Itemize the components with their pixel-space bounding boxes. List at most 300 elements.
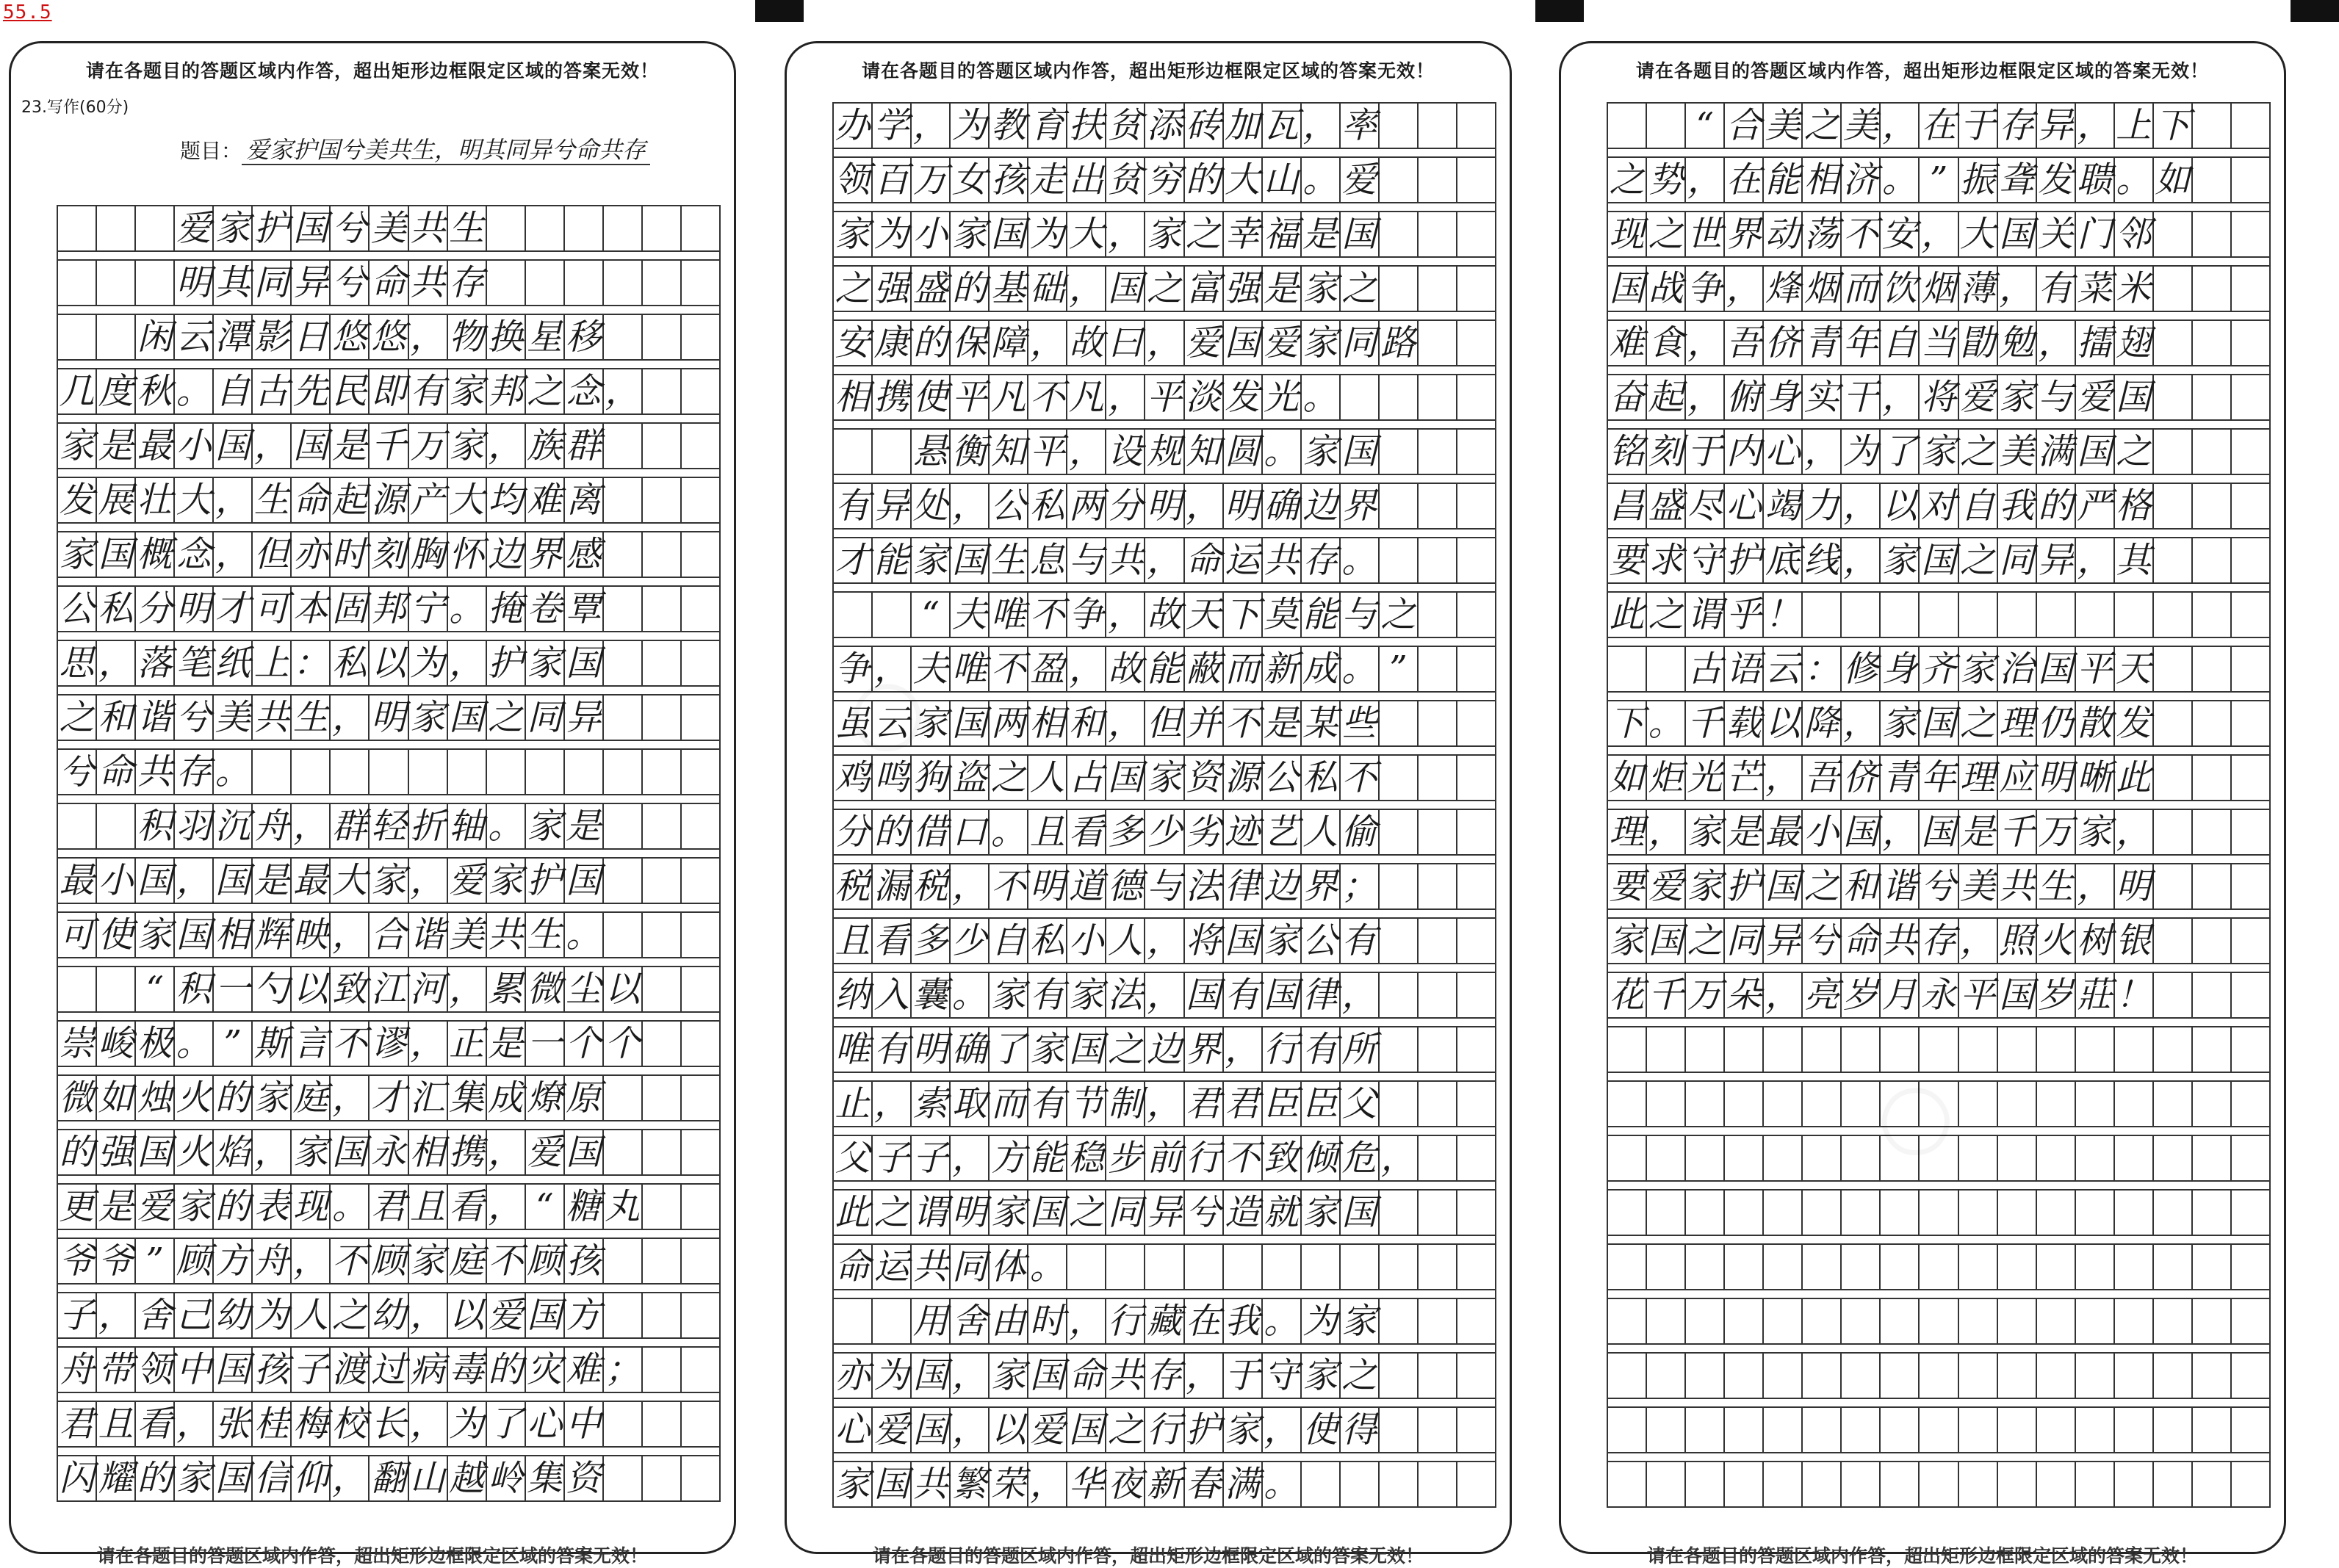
grid-cell: 国 [1920, 538, 1958, 584]
grid-cell: 界 [1341, 484, 1380, 530]
grid-cell: 昌 [1608, 484, 1647, 530]
grid-cell: 虽 [834, 701, 873, 747]
grid-cell [448, 750, 487, 795]
grid-cell: 难 [565, 1348, 604, 1393]
grid-cell [1647, 1136, 1686, 1182]
grid-cell: 危 [1341, 1136, 1380, 1182]
grid-cell: ” [214, 1022, 253, 1067]
row-gap [58, 1339, 721, 1348]
grid-cell [1380, 1245, 1419, 1290]
grid-cell [1725, 1191, 1764, 1236]
grid-cell [2037, 1027, 2076, 1073]
grid-cell: 国 [873, 1462, 912, 1508]
grid-cell [2154, 212, 2193, 258]
grid-cell: 光 [1686, 756, 1725, 801]
grid-cell: 漏 [873, 864, 912, 910]
grid-cell: 国 [1920, 810, 1958, 856]
grid-cell: 出 [1067, 158, 1106, 203]
grid-cell: 国 [526, 1293, 565, 1339]
row-gap [834, 1182, 1496, 1191]
grid-cell [1419, 538, 1457, 584]
row-gap [1608, 747, 2271, 756]
grid-cell: 岁 [2037, 973, 2076, 1019]
grid-cell: 使 [1302, 1408, 1341, 1453]
grid-cell [1302, 1245, 1341, 1290]
grid-cell [2076, 1027, 2115, 1073]
grid-cell [1764, 1408, 1803, 1453]
grid-cell: 些 [1341, 701, 1380, 747]
grid-cell [1725, 1027, 1764, 1073]
grid-cell: 不 [1341, 756, 1380, 801]
grid-cell: 而 [990, 1082, 1028, 1127]
grid-cell: 群 [565, 424, 604, 469]
grid-cell: 安 [1881, 212, 1920, 258]
grid-cell [2076, 1299, 2115, 1345]
grid-cell [2232, 1191, 2271, 1236]
grid-cell [1686, 1245, 1725, 1290]
grid-cell: 翻 [370, 1456, 408, 1502]
grid-cell: ， [292, 804, 331, 850]
grid-cell: 存 [448, 261, 487, 306]
grid-cell: 有 [2037, 267, 2076, 312]
grid-cell [2037, 1462, 2076, 1508]
grid-cell: ， [951, 864, 990, 910]
grid-cell: 造 [1224, 1191, 1263, 1236]
grid-cell: 分 [136, 587, 175, 632]
grid-cell: 平 [1028, 430, 1067, 475]
grid-cell [1419, 375, 1457, 421]
grid-cell [1380, 538, 1419, 584]
grid-cell: 。 [1302, 158, 1341, 203]
answer-panel-3 [1559, 41, 2286, 1567]
grid-cell: ， [1302, 104, 1341, 149]
grid-cell: 共 [409, 206, 448, 252]
grid-cell [1419, 267, 1457, 312]
grid-cell: 庭 [448, 1239, 487, 1285]
grid-cell: ， [331, 696, 370, 741]
grid-cell [2115, 1245, 2154, 1290]
grid-cell [2193, 158, 2232, 203]
grid-cell: 方 [565, 1293, 604, 1339]
row-gap [834, 856, 1496, 864]
grid-cell [1725, 1462, 1764, 1508]
grid-cell [2076, 1408, 2115, 1453]
grid-cell: 能 [1302, 593, 1341, 638]
grid-cell [1380, 1408, 1419, 1453]
grid-cell [682, 261, 721, 306]
grid-cell: 偷 [1341, 810, 1380, 856]
grid-cell: 火 [2037, 919, 2076, 964]
grid-cell: 生 [253, 478, 292, 524]
grid-cell [58, 315, 97, 361]
grid-cell [1185, 1245, 1224, 1290]
grid-cell [2193, 212, 2232, 258]
grid-cell: 繁 [951, 1462, 990, 1508]
grid-cell: 怀 [448, 532, 487, 578]
grid-cell [2154, 484, 2193, 530]
grid-cell: 入 [873, 973, 912, 1019]
grid-cell [1881, 1245, 1920, 1290]
grid-cell [1881, 1191, 1920, 1236]
row-gap [834, 1399, 1496, 1408]
grid-cell [1920, 1462, 1958, 1508]
grid-cell: 安 [834, 321, 873, 366]
grid-cell: 家 [1959, 647, 1998, 693]
grid-cell: 与 [2037, 375, 2076, 421]
grid-cell [682, 859, 721, 904]
grid-cell: 法 [1185, 864, 1224, 910]
grid-cell: 国 [97, 532, 136, 578]
grid-cell: 折 [409, 804, 448, 850]
grid-cell: 育 [1028, 104, 1067, 149]
grid-cell: 夫 [912, 647, 951, 693]
grid-cell: 狗 [912, 756, 951, 801]
grid-cell: 而 [1224, 647, 1263, 693]
grid-cell [370, 750, 408, 795]
grid-cell: 使 [912, 375, 951, 421]
grid-cell: 家 [912, 538, 951, 584]
grid-cell: 的 [136, 1456, 175, 1502]
grid-cell: 税 [834, 864, 873, 910]
grid-cell: 潭 [214, 315, 253, 361]
grid-cell: ， [1764, 973, 1803, 1019]
grid-cell: 均 [487, 478, 526, 524]
grid-cell: 树 [2076, 919, 2115, 964]
grid-cell: 两 [990, 701, 1028, 747]
grid-cell: 实 [1803, 375, 1842, 421]
grid-cell: 山 [409, 1456, 448, 1502]
grid-cell: 之 [487, 696, 526, 741]
grid-cell [1608, 647, 1647, 693]
grid-cell [2037, 1191, 2076, 1236]
grid-cell: ， [1998, 267, 2037, 312]
answer-panel-2 [785, 41, 1512, 1567]
grid-cell: 之 [873, 1191, 912, 1236]
grid-cell: 移 [565, 315, 604, 361]
grid-cell: 青 [1881, 756, 1920, 801]
grid-cell: ， [1380, 1136, 1419, 1182]
grid-cell [682, 1185, 721, 1230]
grid-cell: 用 [912, 1299, 951, 1345]
grid-cell: 国 [1028, 1354, 1067, 1399]
grid-cell [873, 1299, 912, 1345]
grid-cell [2232, 484, 2271, 530]
grid-cell [2232, 321, 2271, 366]
grid-cell: 最 [136, 424, 175, 469]
grid-cell: 以 [448, 1293, 487, 1339]
grid-cell: 山 [1263, 158, 1302, 203]
grid-cell: 律 [1224, 864, 1263, 910]
grid-cell: ， [1881, 375, 1920, 421]
grid-cell: 保 [951, 321, 990, 366]
grid-cell [1686, 1408, 1725, 1453]
grid-cell: ， [409, 859, 448, 904]
grid-cell: 有 [1302, 1027, 1341, 1073]
grid-cell: 家 [990, 973, 1028, 1019]
grid-cell: 公 [1302, 919, 1341, 964]
grid-cell: 凡 [1067, 375, 1106, 421]
grid-cell: 小 [912, 212, 951, 258]
grid-cell: 命 [834, 1245, 873, 1290]
grid-cell: 岁 [1842, 973, 1881, 1019]
grid-cell [1419, 1462, 1457, 1508]
grid-cell: 的 [487, 1348, 526, 1393]
grid-cell: 国 [2037, 647, 2076, 693]
grid-cell [682, 1022, 721, 1067]
grid-cell: 守 [1263, 1354, 1302, 1399]
row-gap [1608, 312, 2271, 321]
grid-cell: 设 [1106, 430, 1145, 475]
grid-cell: 学 [873, 104, 912, 149]
grid-cell: 运 [1224, 538, 1263, 584]
grid-cell [2232, 701, 2271, 747]
grid-cell: 同 [253, 261, 292, 306]
grid-cell: 桂 [253, 1402, 292, 1448]
grid-cell [1608, 1082, 1647, 1127]
grid-cell [1764, 1462, 1803, 1508]
grid-cell: 美 [1842, 104, 1881, 149]
grid-cell: ， [1959, 919, 1998, 964]
grid-cell: 故 [1145, 593, 1184, 638]
grid-cell [2154, 919, 2193, 964]
grid-cell: 美 [1959, 864, 1998, 910]
grid-cell [1686, 1191, 1725, 1236]
grid-cell [1457, 104, 1496, 149]
grid-cell: 国 [565, 1130, 604, 1176]
grid-cell: 领 [834, 158, 873, 203]
grid-cell [1920, 1354, 1958, 1399]
grid-cell: 和 [1067, 701, 1106, 747]
grid-cell: 万 [409, 424, 448, 469]
grid-cell [1842, 1354, 1881, 1399]
grid-cell: 时 [1028, 1299, 1067, 1345]
grid-cell: 税 [912, 864, 951, 910]
grid-cell [1224, 1245, 1263, 1290]
grid-cell: 动 [1764, 212, 1803, 258]
grid-cell: 囊 [912, 973, 951, 1019]
grid-cell: 臣 [1302, 1082, 1341, 1127]
grid-cell: 就 [1263, 1191, 1302, 1236]
grid-cell: 。 [1028, 1245, 1067, 1290]
grid-cell: 群 [331, 804, 370, 850]
grid-cell [2193, 864, 2232, 910]
grid-cell: 严 [2076, 484, 2115, 530]
grid-cell: ， [487, 1130, 526, 1176]
grid-cell [643, 315, 682, 361]
grid-cell: “ [912, 593, 951, 638]
grid-cell [2193, 701, 2232, 747]
grid-cell: 运 [873, 1245, 912, 1290]
grid-cell: 微 [58, 1076, 97, 1121]
grid-cell [1419, 1245, 1457, 1290]
grid-cell: ” [136, 1239, 175, 1285]
grid-cell: 存 [1998, 104, 2037, 149]
grid-cell: 的 [2037, 484, 2076, 530]
grid-cell [604, 1130, 643, 1176]
grid-cell: ， [1725, 267, 1764, 312]
grid-cell [682, 315, 721, 361]
grid-cell: 对 [1920, 484, 1958, 530]
grid-cell: 携 [873, 375, 912, 421]
grid-cell: 国 [951, 538, 990, 584]
grid-cell [2193, 973, 2232, 1019]
grid-cell [1419, 647, 1457, 693]
grid-cell: 之 [834, 267, 873, 312]
grid-cell [1686, 1082, 1725, 1127]
grid-cell: 食 [1647, 321, 1686, 366]
grid-cell: 人 [1028, 756, 1067, 801]
grid-cell: 边 [1302, 484, 1341, 530]
grid-cell: 了 [990, 1027, 1028, 1073]
grid-cell [1920, 1082, 1958, 1127]
grid-cell [2076, 1191, 2115, 1236]
grid-cell: 砖 [1185, 104, 1224, 149]
grid-cell [643, 804, 682, 850]
grid-cell [97, 315, 136, 361]
grid-cell [2193, 375, 2232, 421]
grid-cell [2193, 321, 2232, 366]
grid-cell [682, 967, 721, 1013]
grid-cell: 舍 [951, 1299, 990, 1345]
grid-cell [2232, 1408, 2271, 1453]
grid-cell: 换 [487, 315, 526, 361]
grid-cell: 己 [175, 1293, 214, 1339]
grid-cell: ， [1067, 430, 1106, 475]
grid-cell [2154, 1354, 2193, 1399]
grid-cell: 烟 [1803, 267, 1842, 312]
grid-cell: 国 [1341, 430, 1380, 475]
grid-cell [2037, 1299, 2076, 1345]
panel-footer: 请在各题目的答题区域内作答，超出矩形边框限定区域的答案无效！ [1646, 1545, 2198, 1567]
grid-cell: 命 [292, 478, 331, 524]
row-gap [58, 1230, 721, 1239]
grid-cell: 覃 [565, 587, 604, 632]
grid-cell: ； [1341, 864, 1380, 910]
grid-cell [1764, 1191, 1803, 1236]
grid-cell [1106, 1245, 1145, 1290]
grid-cell: 刻 [370, 532, 408, 578]
grid-cell [1920, 1191, 1958, 1236]
grid-cell [2193, 267, 2232, 312]
grid-cell: 盈 [1028, 647, 1067, 693]
grid-cell: 云 [873, 701, 912, 747]
grid-cell: 以 [1764, 701, 1803, 747]
row-gap [1608, 366, 2271, 375]
grid-cell: 朵 [1725, 973, 1764, 1019]
grid-cell: 明 [2037, 756, 2076, 801]
grid-cell: 得 [1341, 1408, 1380, 1453]
row-gap [834, 584, 1496, 593]
grid-cell: 顾 [175, 1239, 214, 1285]
grid-cell [1686, 1136, 1725, 1182]
grid-cell: 病 [409, 1348, 448, 1393]
grid-cell: 发 [1224, 375, 1263, 421]
grid-cell [1380, 810, 1419, 856]
grid-cell: 国 [214, 424, 253, 469]
grid-cell [1647, 1408, 1686, 1453]
grid-cell [1457, 593, 1496, 638]
grid-cell: 国 [912, 1408, 951, 1453]
grid-cell: 是 [1959, 810, 1998, 856]
grid-cell [487, 750, 526, 795]
grid-cell: 为 [409, 641, 448, 687]
grid-cell: 使 [97, 913, 136, 958]
grid-cell [1457, 1299, 1496, 1345]
grid-cell [2115, 1462, 2154, 1508]
title-handwritten: 爱家护国兮美共生，明其同异兮命共存 [242, 136, 650, 165]
grid-cell: 小 [97, 859, 136, 904]
grid-cell: 下 [1608, 701, 1647, 747]
grid-cell: ， [1145, 538, 1184, 584]
grid-cell: 致 [331, 967, 370, 1013]
grid-cell [2193, 1136, 2232, 1182]
grid-cell [2232, 430, 2271, 475]
grid-cell: 界 [1725, 212, 1764, 258]
grid-cell: 相 [1803, 158, 1842, 203]
grid-cell: 更 [58, 1185, 97, 1230]
grid-cell [1457, 430, 1496, 475]
row-gap [834, 801, 1496, 810]
grid-cell: 美 [1764, 104, 1803, 149]
grid-cell: 菜 [2076, 267, 2115, 312]
grid-cell: 离 [565, 478, 604, 524]
grid-cell [1686, 1299, 1725, 1345]
grid-cell [2154, 321, 2193, 366]
grid-cell [1647, 1245, 1686, 1290]
grid-cell: 家 [292, 1130, 331, 1176]
grid-cell [58, 261, 97, 306]
panel-footer: 请在各题目的答题区域内作答，超出矩形边框限定区域的答案无效！ [872, 1545, 1424, 1567]
row-gap [834, 530, 1496, 538]
grid-cell [1419, 810, 1457, 856]
grid-cell: 顾 [526, 1239, 565, 1285]
grid-cell [1647, 104, 1686, 149]
grid-cell [2076, 1245, 2115, 1290]
grid-cell: 行 [1263, 1027, 1302, 1073]
grid-cell: 舍 [136, 1293, 175, 1339]
grid-cell: 节 [1067, 1082, 1106, 1127]
grid-cell: 知 [1185, 430, 1224, 475]
grid-cell: 家 [58, 532, 97, 578]
grid-cell [604, 641, 643, 687]
grid-cell [1959, 1462, 1998, 1508]
grid-cell: 。 [951, 973, 990, 1019]
grid-cell: 前 [1145, 1136, 1184, 1182]
grid-cell [1998, 1354, 2037, 1399]
grid-cell: 微 [526, 967, 565, 1013]
grid-cell: ， [604, 369, 643, 415]
grid-cell: 领 [136, 1348, 175, 1393]
grid-cell: 之 [1803, 104, 1842, 149]
grid-cell: 关 [2037, 212, 2076, 258]
grid-cell [682, 206, 721, 252]
grid-cell: 臣 [1263, 1082, 1302, 1127]
grid-cell: 借 [912, 810, 951, 856]
grid-cell: 行 [1106, 1299, 1145, 1345]
grid-cell: 年 [1920, 756, 1958, 801]
grid-cell [2232, 919, 2271, 964]
grid-cell [1764, 1299, 1803, 1345]
grid-cell: 念 [175, 532, 214, 578]
grid-cell: 爱 [487, 1293, 526, 1339]
grid-cell: 爱 [136, 1185, 175, 1230]
grid-cell: ， [1145, 919, 1184, 964]
row-gap [834, 747, 1496, 756]
grid-cell: 成 [487, 1076, 526, 1121]
grid-cell: 是 [487, 1022, 526, 1067]
grid-cell [58, 967, 97, 1013]
row-gap [1608, 1019, 2271, 1027]
